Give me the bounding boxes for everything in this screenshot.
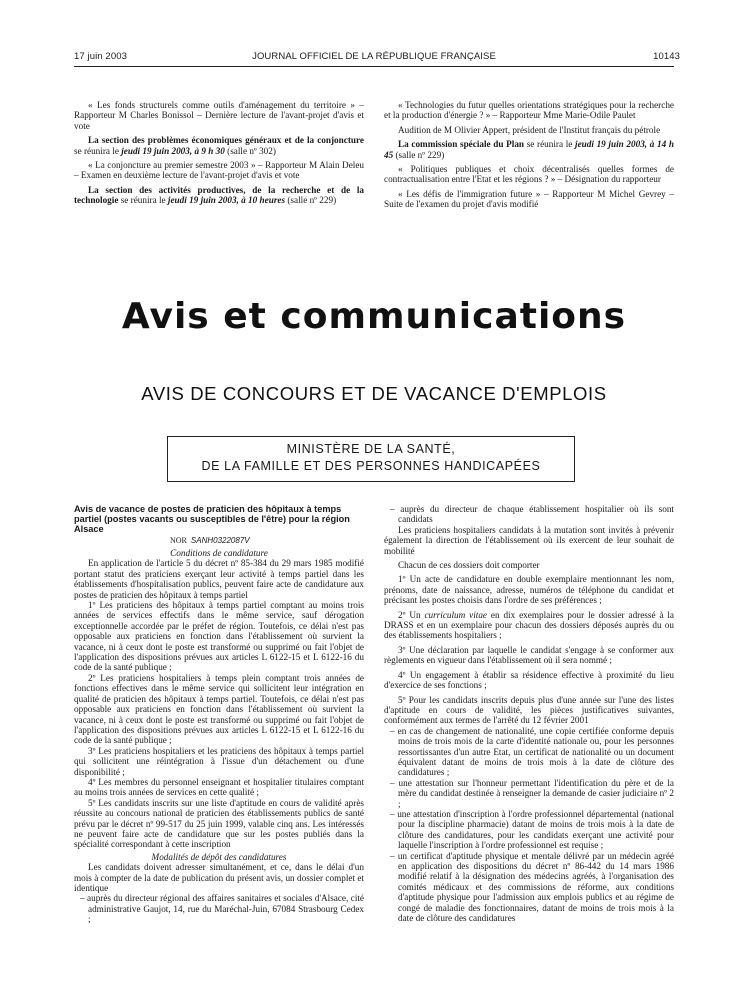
condition-4: 4º Les membres du personnel enseignant et hospitalier titulaires comptant au moins trois années de services en cette qualité ;: [74, 776, 364, 798]
nor-reference: NOR SANH0322087V: [170, 535, 250, 545]
left-column-main: [74, 504, 364, 925]
condition-5: 5º Les candidats inscrits sur une liste d'aptitude en cours de validité après réussite au concours national de praticien des établissements publics de santé prévu par le décret nº 99-517 du 25 juin 1999, valable cinq ans. Les intéressés ne peuvent faire acte de candidature que sur les postes publiés dans la spécialité correspondant à cette inscription: [74, 797, 364, 850]
header-rule: [74, 66, 674, 67]
notice-intro: En application de l'article 5 du décret nº 85-384 du 29 mars 1985 modifié portant statut des praticiens exerçant leur activité à temps partiel dans les établissements d'hospitalisation publics, peuvent faire acte de candidature aux postes de praticien des hôpitaux à temps partiel: [74, 558, 364, 600]
left-column-top: [74, 100, 364, 206]
dossier-item-1: 1º Un acte de candidature en double exemplaire mentionnant les nom, prénoms, date de naissance, adresse, numéros de téléphone du candidat et précisant les postes choisis dans l'ordre de ses préférences ;: [384, 574, 674, 606]
ministry-line-1: MINISTÈRE DE LA SANTÉ,: [286, 442, 456, 456]
section-announcement: La commission spéciale du Plan se réunira le jeudi 19 juin 2003, à 14 h 45 (salle nº 229): [384, 139, 674, 160]
dossier-item-5: 5º Pour les candidats inscrits depuis plus d'une année sur l'une des listes d'aptitude en cours de validité, les pièces justificatives suivantes, conformément aux termes de l'arrêté du 12 février 2001: [384, 694, 674, 726]
modalites-item: – auprès du directeur régional des affaires sanitaires et sociales d'Alsace, cité administrative Gaujot, 14, rue du Maréchal-Juin, 67084 Strasbourg Cedex ;: [80, 893, 364, 925]
section-announcement: La section des problèmes économiques généraux et de la conjoncture se réunira le jeudi 19 juin 2003, à 9 h 30 (salle nº 302): [74, 135, 364, 156]
right-column-main: [384, 504, 674, 923]
modalites-intro: Les candidats doivent adresser simultanément, et ce, dans le délai d'un mois à compter de la date de publication du présent avis, un dossier complet et identique: [74, 862, 364, 894]
condition-2: 2º Les praticiens hospitaliers à temps plein comptant trois années de fonctions effectives dans le même service qui sollicitent leur intégration en qualité de praticien des hôpitaux à temps partiel. Toutefois, ce délai n'est pas opposable aux praticiens en fonction dans l'établissement où survient la vacance, ni à ceux dont le poste est transformé ou supprimé ou fait l'objet de l'application des dispositions prévues aux articles L 6122-15 et L 6122-16 du code de la santé publique ;: [74, 672, 364, 746]
modalites-item: – auprès du directeur de chaque établissement hospitalier où ils sont candidats: [390, 504, 674, 525]
ministry-line-2: DE LA FAMILLE ET DES PERSONNES HANDICAPÉES: [201, 459, 541, 473]
agenda-item: « La conjoncture au premier semestre 2003 » – Rapporteur M Alain Deleu – Examen en deuxième lecture de l'avant-projet d'avis et vote: [74, 160, 364, 181]
justificative-item: – un certificat d'aptitude physique et mentale délivré par un médecin agréé en application des dispositions du décret nº 86-442 du 14 mars 1986 modifié relatif à la désignation des médecins agréés, à l'organisation des comités médicaux et des commissions de réforme, aux conditions d'aptitude physique pour l'admission aux emplois publics et au régime de congé de maladie des fonctionnaires, datant de moins de trois mois à la date de clôture des candidatures: [390, 850, 674, 924]
agenda-item: « Les défis de l'immigration future » – Rapporteur M Michel Gevrey – Suite de l'examen du projet d'avis modifié: [384, 188, 674, 210]
ministry-box: [167, 436, 575, 482]
justificative-item: – une attestation sur l'honneur permettant l'identification du père et de la mère du candidat destinée à renseigner la demande de casier judiciaire nº 2 ;: [390, 777, 674, 809]
dossier-intro: Chacun de ces dossiers doit comporter: [398, 560, 540, 571]
justificative-item: – en cas de changement de nationalité, une copie certifiée conforme depuis moins de trois mois de la carte d'identité nationale ou, pour les personnes ressortissantes d'un autre Etat, un certificat de nationalité ou un document équivalent datant de moins de trois mois à la date de clôture des candidatures ;: [390, 725, 674, 778]
agenda-item: Audition de M Olivier Appert, président de l'Institut français du pétrole: [398, 124, 661, 135]
dossier-item-2: 2º Un curriculum vitae en dix exemplaires pour le dossier adressé à la DRASS et en un exemplaire pour chacun des dossiers déposés auprès du ou des établissements hospitaliers ;: [384, 609, 675, 641]
header-page-number: 10143: [653, 51, 680, 62]
header-date: 17 juin 2003: [74, 51, 127, 62]
agenda-item: « Technologies du futur quelles orientations stratégiques pour la recherche et la production d'énergie ? » – Rapporteur Mme Marie-Odile Paulet: [384, 100, 674, 121]
heading-modalites: Modalités de dépôt des candidatures: [151, 851, 287, 862]
section-sub-title: AVIS DE CONCOURS ET DE VACANCE D'EMPLOIS: [141, 383, 607, 404]
heading-conditions: Conditions de candidature: [170, 548, 268, 559]
section-big-title: Avis et communications: [121, 296, 627, 337]
agenda-item: « Politiques publiques et choix décentralisés quelles formes de contractualisation entre l'Etat et les régions ? » – Désignation du rapporteur: [384, 164, 674, 185]
right-column-top: [384, 100, 674, 210]
agenda-item: « Les fonds structurels comme outils d'aménagement du territoire » – Rapporteur M Charles Bonissol – Dernière lecture de l'avant-projet d'avis et vote: [74, 100, 364, 131]
mutation-note: Les praticiens hospitaliers candidats à la mutation sont invités à prévenir également la direction de l'établissement où ils exercent de leur souhait de mobilité: [384, 524, 674, 556]
section-announcement: La section des activités productives, de la recherche et de la technologie se réunira le jeudi 19 juin 2003, à 10 heures (salle nº 229): [74, 184, 364, 206]
condition-3: 3º Les praticiens hospitaliers et les praticiens des hôpitaux à temps partiel qui sollicitent une réintégration à l'issue d'un détachement ou d'une disponibilité ;: [74, 745, 364, 777]
dossier-item-3: 3º Une déclaration par laquelle le candidat s'engage à se conformer aux règlements en vigueur dans l'établissement où il sera nommé ;: [384, 644, 674, 666]
dossier-item-4: 4º Un engagement à établir sa résidence effective à proximité du lieu d'exercice de ses fonctions ;: [384, 669, 674, 691]
header-journal-title: JOURNAL OFFICIEL DE LA RÉPUBLIQUE FRANÇAISE: [252, 51, 496, 62]
justificative-item: – une attestation d'inscription à l'ordre professionnel départemental (national pour la discipline pharmacie) datant de moins de trois mois à la date de clôture des candidatures, pour les candidats exerçant une activité pour laquelle l'inscription à l'ordre professionnel est requise ;: [390, 808, 674, 851]
notice-title: Avis de vacance de postes de praticien des hôpitaux à temps partiel (postes vacants ou susceptibles de l'être) pour la région Alsace: [74, 504, 350, 535]
condition-1: 1º Les praticiens des hôpitaux à temps partiel comptant au moins trois années de services effectifs dans le même service, sauf dérogation exceptionnelle accordée par le préfet de région. Toutefois, ce délai n'est pas opposable aux praticiens en fonction dans l'établissement où survient la vacance, ni à ceux dont le poste est transformé ou supprimé ou fait l'objet de l'application des dispositions prévues aux articles L 6122-15 et L 6122-16 du code de la santé publique ;: [74, 600, 364, 673]
